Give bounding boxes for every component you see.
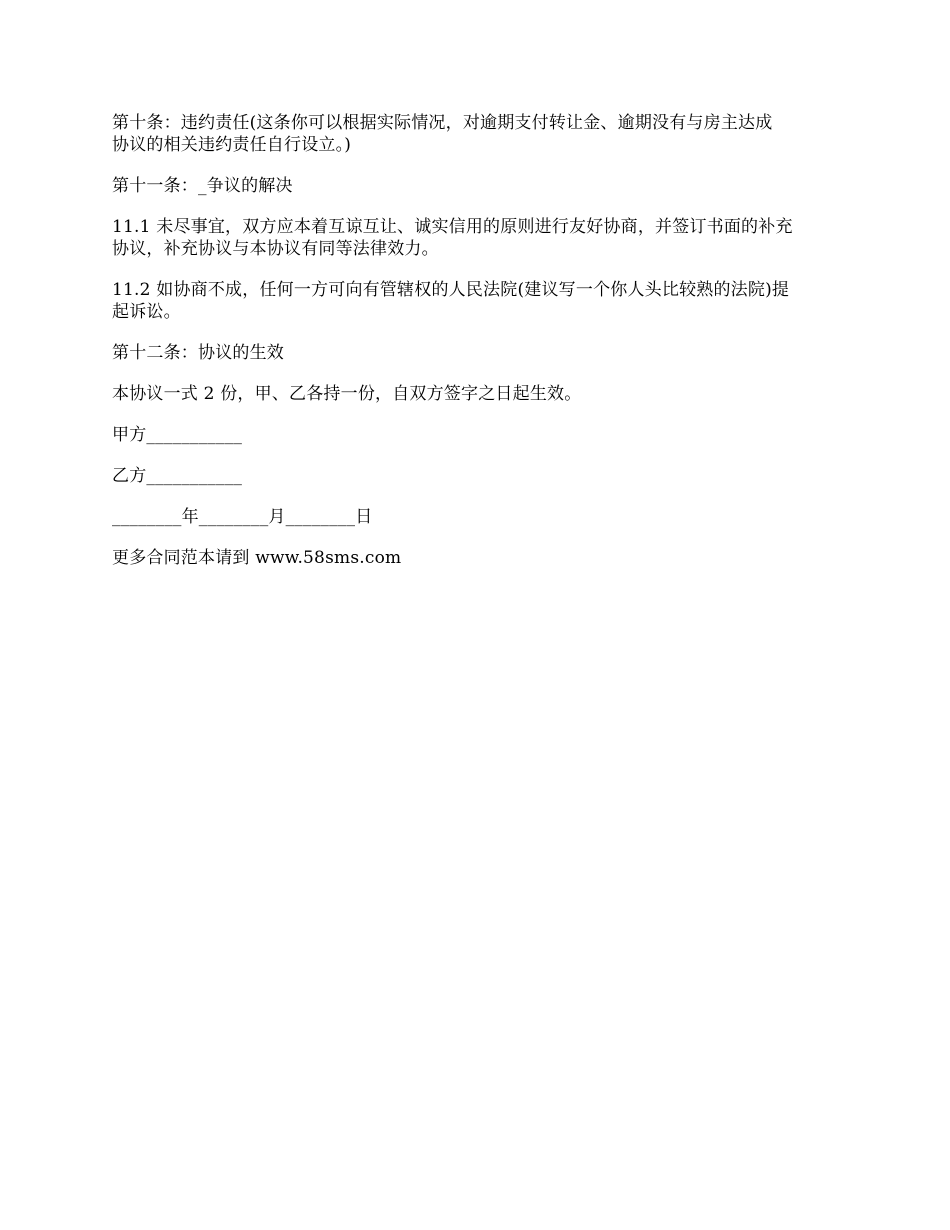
article-12-heading: 第十二条：协议的生效 bbox=[112, 343, 284, 363]
article-12-body: 本协议一式 2 份，甲、乙各持一份，自双方签字之日起生效。 bbox=[112, 384, 582, 404]
clause-11-1-line-1: 11.1 未尽事宜，双方应本着互谅互让、诚实信用的原则进行友好协商，并签订书面的补充 bbox=[112, 217, 793, 237]
clause-11-2-line-2: 起诉讼。 bbox=[112, 302, 181, 322]
clause-11-2-line-1: 11.2 如协商不成，任何一方可向有管辖权的人民法院(建议写一个你人头比较熟的法院)提 bbox=[112, 280, 790, 300]
clause-11-2-paragraph bbox=[112, 279, 842, 323]
article-11-heading: 第十一条：_争议的解决 bbox=[112, 176, 293, 196]
article-10-line-2: 协议的相关违约责任自行设立。) bbox=[112, 135, 352, 155]
document-page bbox=[112, 112, 842, 588]
party-b-signature-line: 乙方___________ bbox=[112, 466, 243, 486]
party-a-signature-line: 甲方___________ bbox=[112, 425, 243, 445]
clause-11-1-paragraph bbox=[112, 216, 842, 260]
article-10-line-1: 第十条：违约责任(这条你可以根据实际情况，对逾期支付转让金、逾期没有与房主达成 bbox=[112, 113, 773, 133]
article-10-paragraph bbox=[112, 112, 842, 156]
date-line: ________年________月________日 bbox=[112, 507, 373, 527]
footer-link-text: 更多合同范本请到 www.58sms.com bbox=[112, 548, 402, 568]
clause-11-1-line-2: 协议，补充协议与本协议有同等法律效力。 bbox=[112, 239, 439, 259]
